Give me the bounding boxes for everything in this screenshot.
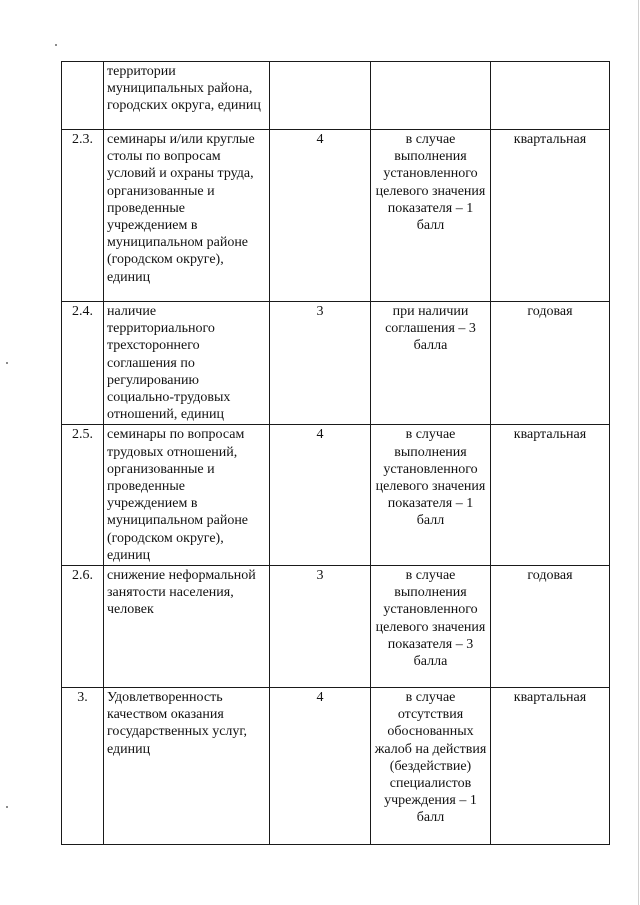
scan-speck (55, 44, 57, 46)
indicator-name: территории муниципальных района, городских округа, единиц (104, 62, 270, 130)
max-points: 4 (270, 130, 371, 302)
max-points: 4 (270, 688, 371, 845)
indicator-name: наличие территориального трехстороннего соглашения по регулированию социально-трудовых отношений, единиц (104, 302, 270, 425)
table-row (62, 425, 610, 566)
scoring-condition: при наличии соглашения – 3 балла (371, 302, 491, 425)
row-number: 2.3. (62, 130, 104, 302)
row-number: 2.6. (62, 566, 104, 688)
table-row (62, 62, 610, 130)
reporting-period (491, 62, 610, 130)
row-number: 2.5. (62, 425, 104, 566)
row-number: 2.4. (62, 302, 104, 425)
scan-speck (6, 806, 8, 808)
table-row (62, 302, 610, 425)
reporting-period: годовая (491, 302, 610, 425)
max-points: 3 (270, 302, 371, 425)
scoring-condition: в случае выполнения установленного целевого значения показателя – 3 балла (371, 566, 491, 688)
criteria-table (61, 61, 610, 845)
reporting-period: квартальная (491, 130, 610, 302)
reporting-period: квартальная (491, 688, 610, 845)
max-points: 3 (270, 566, 371, 688)
table-row (62, 688, 610, 845)
reporting-period: годовая (491, 566, 610, 688)
scoring-condition: в случае выполнения установленного целевого значения показателя – 1 балл (371, 130, 491, 302)
indicator-name: снижение неформальной занятости населения, человек (104, 566, 270, 688)
max-points: 4 (270, 425, 371, 566)
scoring-condition (371, 62, 491, 130)
table-row (62, 566, 610, 688)
row-number: 3. (62, 688, 104, 845)
table-row (62, 130, 610, 302)
reporting-period: квартальная (491, 425, 610, 566)
scoring-condition: в случае отсутствия обоснованных жалоб на действия (бездействие) специалистов учреждения – 1 балл (371, 688, 491, 845)
scoring-condition: в случае выполнения установленного целевого значения показателя – 1 балл (371, 425, 491, 566)
indicator-name: семинары по вопросам трудовых отношений, организованные и проведенные учреждением в муниципальном районе (городском округе), единиц (104, 425, 270, 566)
scan-speck (6, 362, 8, 364)
scan-edge (638, 0, 639, 905)
indicator-name: семинары и/или круглые столы по вопросам условий и охраны труда, организованные и проведенные учреждением в муниципальном районе (городском округе), единиц (104, 130, 270, 302)
indicator-name: Удовлетворенность качеством оказания государственных услуг, единиц (104, 688, 270, 845)
row-number (62, 62, 104, 130)
max-points (270, 62, 371, 130)
